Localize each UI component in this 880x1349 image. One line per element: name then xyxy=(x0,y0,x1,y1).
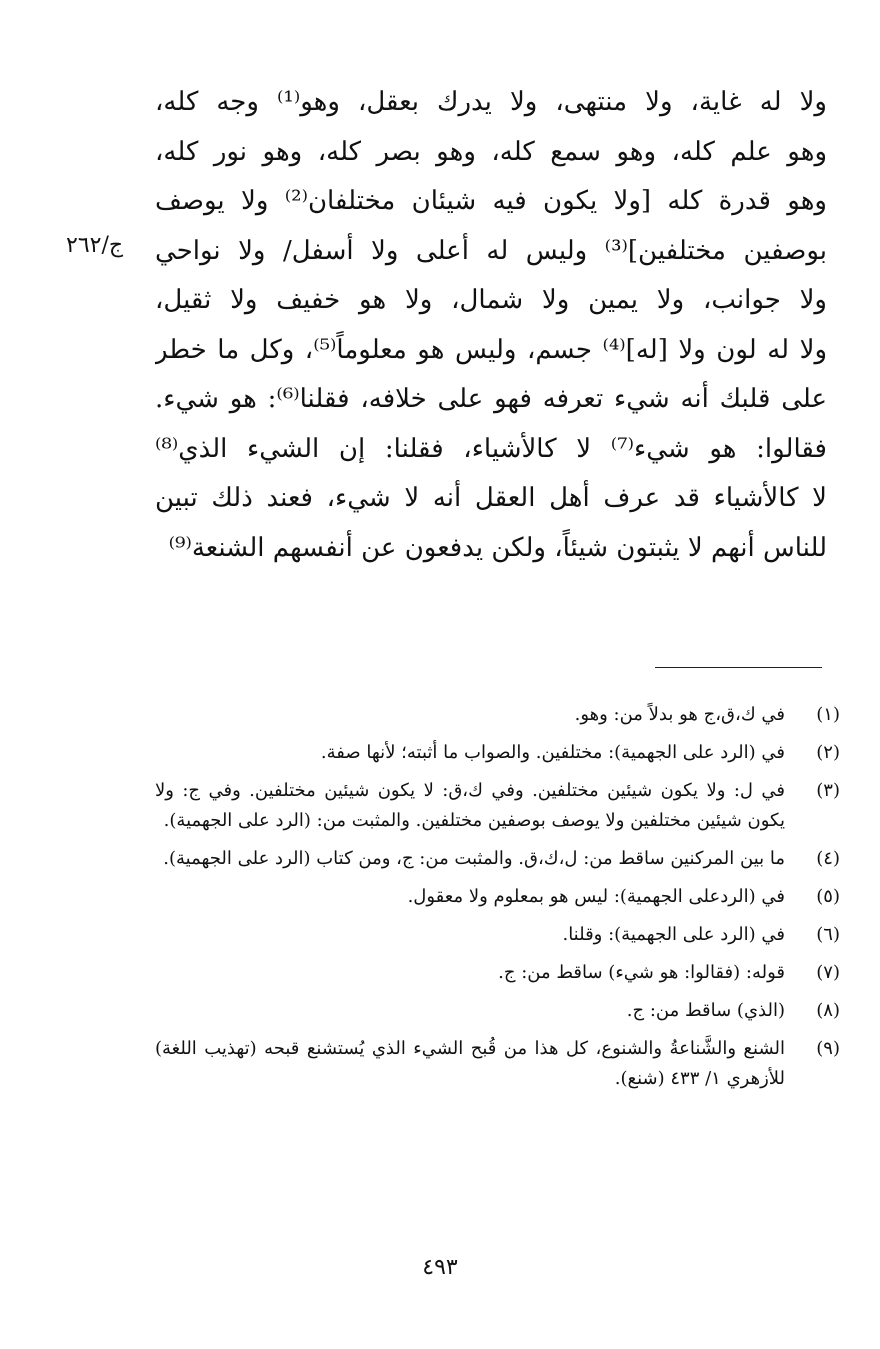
text-line: لا كالأشياء قد عرف أهل العقل أنه لا شيء، فعند ذلك تبين xyxy=(155,483,827,513)
footnote-number: (١) xyxy=(816,704,840,725)
footnote-text: قوله: (فقالوا: هو شيء) ساقط من: ج. xyxy=(498,962,785,983)
text-line: وهو قدرة كله [ولا يكون فيه شيئان مختلفان⁽²⁾ ولا يوصف xyxy=(155,186,827,216)
text-line: فقالوا: هو شيء⁽⁷⁾ لا كالأشياء، فقلنا: إن الشيء الذي⁽⁸⁾ xyxy=(155,433,827,464)
manuscript-page-marker: ج/٢٦٢ xyxy=(66,233,124,258)
footnote-number: (٩) xyxy=(816,1038,840,1059)
footnote-text: في (الرد على الجهمية): وقلنا. xyxy=(562,924,785,945)
footnote-number: (٤) xyxy=(816,848,840,869)
footnote xyxy=(155,700,840,730)
footnote xyxy=(155,844,840,874)
footnote-number: (٧) xyxy=(816,962,840,983)
footnote-text: ما بين المركنين ساقط من: ل،ك،ق. والمثبت من: ج، ومن كتاب (الرد على الجهمية). xyxy=(163,848,785,869)
text-line: ولا له لون ولا [له]⁽⁴⁾ جسم، وليس هو معلوماً⁽⁵⁾، وكل ما خطر xyxy=(155,334,827,365)
footnote-number: (٣) xyxy=(816,780,840,801)
footnote xyxy=(155,958,840,988)
footnote xyxy=(155,996,840,1026)
footnote-text: (الذي) ساقط من: ج. xyxy=(626,1000,785,1021)
text-line: ولا له غاية، ولا منتهى، ولا يدرك بعقل، وهو⁽¹⁾ وجه كله، xyxy=(155,87,827,117)
footnote xyxy=(155,776,840,836)
footnote-text: الشنع والشَّناعةُ والشنوع، كل هذا من قُبح الشيء الذي يُستشنع قبحه (تهذيب اللغة) للأزهري ١/ ٤٣٣ (شنع). xyxy=(155,1038,785,1089)
footnote-number: (٢) xyxy=(816,742,840,763)
footnote xyxy=(155,920,840,950)
footnote-text: في ل: ولا يكون شيئين مختلفين. وفي ك،ق: لا يكون شيئين مختلفين. وفي ج: ولا يكون شيئين مختلفين ولا يوصف بوصفين مختلفين. والمثبت من: (الرد على الجهمية). xyxy=(155,780,785,831)
footnotes xyxy=(155,700,840,1102)
footnote xyxy=(155,1034,840,1094)
footnote-text: في (الرد على الجهمية): مختلفين. والصواب ما أثبته؛ لأنها صفة. xyxy=(320,742,785,763)
footnote-separator xyxy=(655,667,822,668)
footnote-number: (٥) xyxy=(816,886,840,907)
footnote-number: (٨) xyxy=(816,1000,840,1021)
text-line: ولا جوانب، ولا يمين ولا شمال، ولا هو خفيف ولا ثقيل، xyxy=(155,285,827,315)
footnote-text: في ك،ق،ج هو بدلاً من: وهو. xyxy=(574,704,785,725)
main-text xyxy=(155,78,827,573)
footnote-number: (٦) xyxy=(816,924,840,945)
text-line: وهو علم كله، وهو سمع كله، وهو بصر كله، وهو نور كله، xyxy=(155,136,827,167)
page-number: ٤٩٣ xyxy=(422,1255,458,1280)
footnote-text: في (الردعلى الجهمية): ليس هو بمعلوم ولا معقول. xyxy=(407,886,785,907)
text-line: على قلبك أنه شيء تعرفه فهو على خلافه، فقلنا⁽⁶⁾: هو شيء. xyxy=(155,384,827,414)
footnote xyxy=(155,738,840,768)
text-line: للناس أنهم لا يثبتون شيئاً، ولكن يدفعون عن أنفسهم الشنعة⁽⁹⁾ xyxy=(168,532,827,563)
footnote xyxy=(155,882,840,912)
text-line: بوصفين مختلفين]⁽³⁾ وليس له أعلى ولا أسفل/ ولا نواحي xyxy=(155,235,827,266)
